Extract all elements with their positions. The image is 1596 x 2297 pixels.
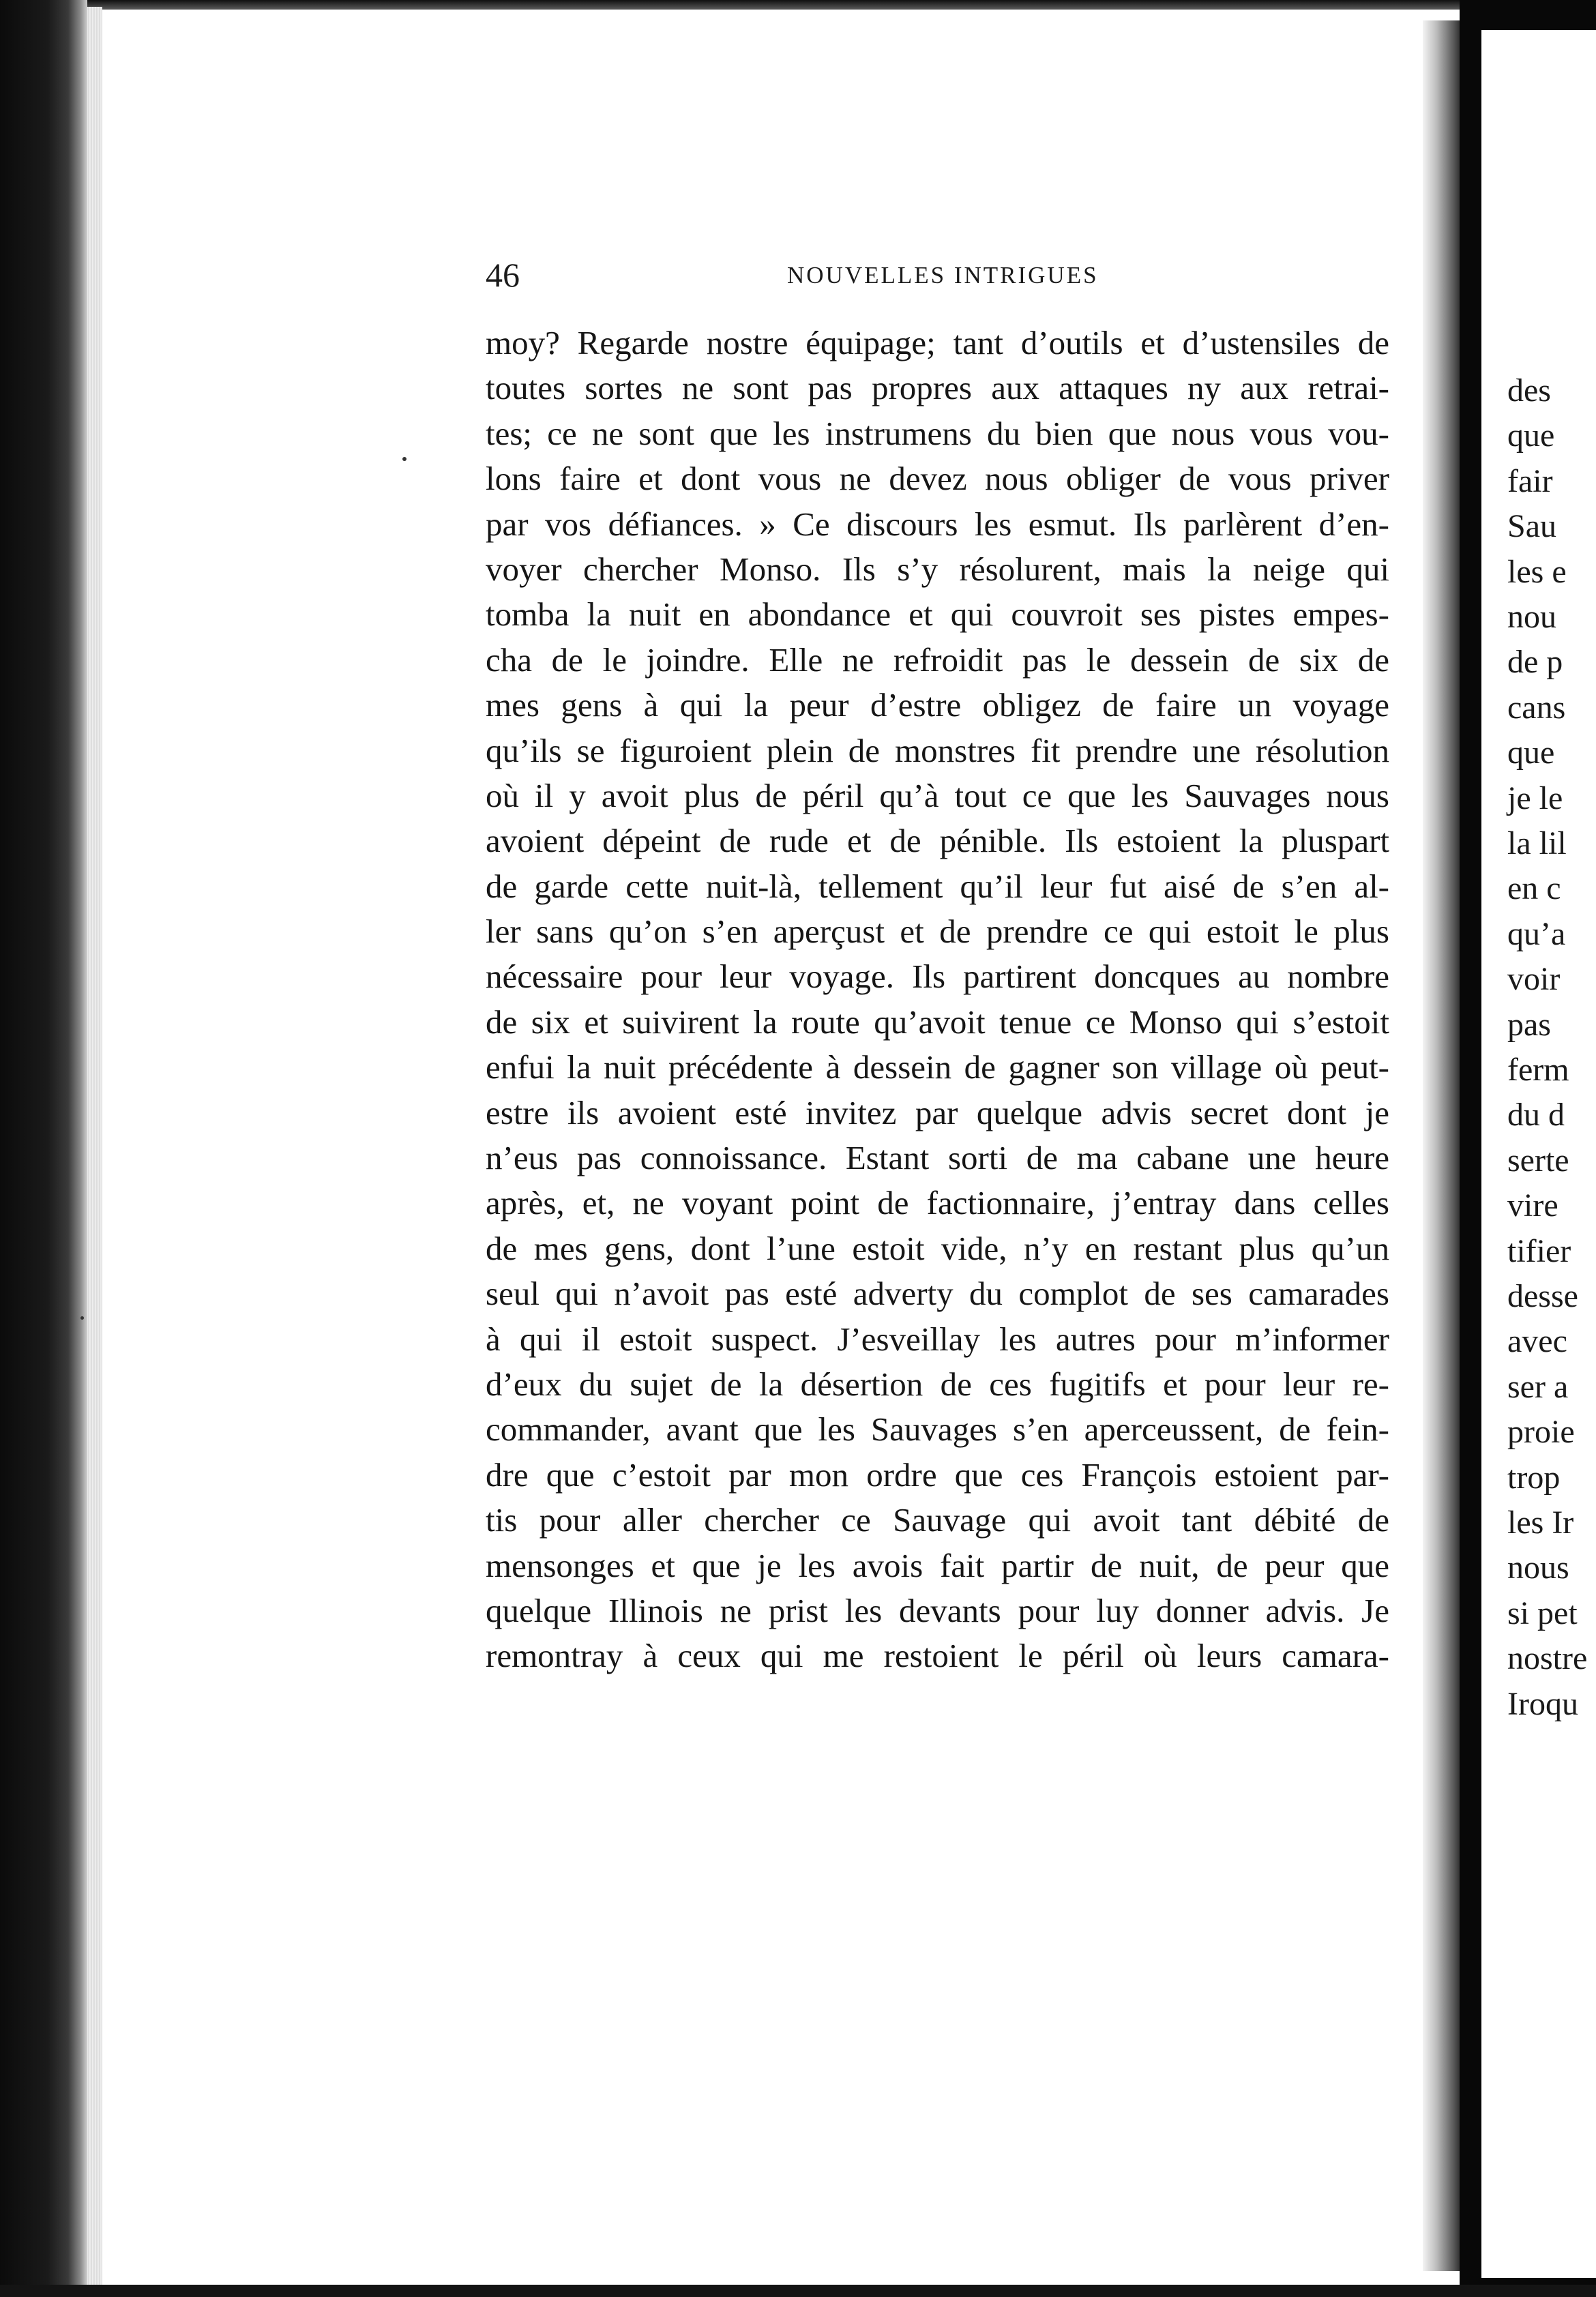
- facing-line: voir: [1507, 961, 1561, 997]
- facing-line: du d: [1507, 1097, 1565, 1133]
- text-line: estre ils avoient esté invitez par quelque advis secret dont je: [486, 1093, 1389, 1131]
- text-line: lons faire et dont vous ne devez nous obliger de vous priver: [486, 460, 1389, 498]
- text-line: nécessaire pour leur voyage. Ils partirent doncques au nombre: [486, 958, 1389, 996]
- text-line: enfui la nuit précédente à dessein de gagner son village où peut-: [486, 1048, 1389, 1086]
- text-line: mensonges et que je les avois fait partir de nuit, de peur que: [486, 1546, 1389, 1584]
- facing-line: ferm: [1507, 1052, 1569, 1088]
- text-line: ler sans qu’on s’en aperçust et de prendre ce qui estoit le plus: [486, 913, 1389, 951]
- facing-line: cans: [1507, 690, 1566, 726]
- text-line: d’eux du sujet de la désertion de ces fugitifs et pour leur re-: [486, 1365, 1389, 1403]
- facing-line: nous: [1507, 1550, 1569, 1586]
- text-line: toutes sortes ne sont pas propres aux attaques ny aux retrai-: [486, 369, 1389, 407]
- facing-line: les Ir: [1507, 1505, 1574, 1541]
- text-line: remontray à ceux qui me restoient le péril où leurs camara-: [486, 1637, 1389, 1675]
- facing-line: pas: [1507, 1007, 1551, 1043]
- facing-line: en c: [1507, 870, 1561, 906]
- facing-line: proie: [1507, 1414, 1575, 1450]
- text-line: de six et suivirent la route qu’avoit tenue ce Monso qui s’estoit: [486, 1003, 1389, 1041]
- text-line: après, et, ne voyant point de factionnaire, j’entray dans celles: [486, 1184, 1389, 1222]
- facing-line: de p: [1507, 644, 1563, 680]
- text-line: de mes gens, dont l’une estoit vide, n’y en restant plus qu’un: [486, 1229, 1389, 1267]
- text-line: commander, avant que les Sauvages s’en aperceussent, de fein-: [486, 1410, 1389, 1449]
- facing-line: nostre: [1507, 1640, 1588, 1676]
- facing-line: Iroqu: [1507, 1686, 1578, 1722]
- text-line: de garde cette nuit-là, tellement qu’il leur fut aisé de s’en al-: [486, 867, 1389, 905]
- text-line: où il y avoit plus de péril qu’à tout ce que les Sauvages nous: [486, 776, 1389, 814]
- facing-line: nou: [1507, 599, 1556, 635]
- facing-line: avec: [1507, 1323, 1567, 1359]
- text-line: moy? Regarde nostre équipage; tant d’outils et d’ustensiles de: [486, 324, 1389, 361]
- text-line: qu’ils se figuroient plein de monstres fit prendre une résolution: [486, 731, 1389, 769]
- facing-line: si pet: [1507, 1595, 1578, 1631]
- text-line: avoient dépeint de rude et de pénible. Ils estoient la pluspart: [486, 822, 1389, 860]
- text-line: mes gens à qui la peur d’estre obligez de faire un voyage: [486, 686, 1389, 724]
- facing-line: tifier: [1507, 1233, 1571, 1269]
- facing-line: des: [1507, 372, 1551, 409]
- ink-speck: [80, 1316, 84, 1320]
- text-line: n’eus pas connoissance. Estant sorti de ma cabane une heure: [486, 1139, 1389, 1177]
- spine-shadow: [1423, 20, 1464, 2271]
- text-line: tomba la nuit en abondance et qui couvroit ses pistes empes-: [486, 595, 1389, 634]
- facing-line: qu’a: [1507, 916, 1566, 952]
- body-text: [486, 321, 1389, 1679]
- running-title: NOUVELLES INTRIGUES: [787, 262, 1099, 288]
- facing-line: je le: [1507, 780, 1563, 816]
- facing-line: serte: [1507, 1142, 1569, 1179]
- facing-line: desse: [1507, 1278, 1578, 1314]
- text-line: tis pour aller chercher ce Sauvage qui avoit tant débité de: [486, 1501, 1389, 1539]
- text-line: par vos défiances. » Ce discours les esmut. Ils parlèrent d’en-: [486, 505, 1389, 543]
- facing-line: la lil: [1507, 825, 1567, 861]
- ink-speck: [402, 457, 407, 461]
- facing-line: Sau: [1507, 508, 1556, 544]
- facing-line: que: [1507, 417, 1555, 454]
- page-number: 46: [486, 256, 520, 294]
- text-line: quelque Illinois ne prist les devants pour luy donner advis. Je: [486, 1591, 1389, 1629]
- text-line: voyer chercher Monso. Ils s’y résolurent, mais la neige qui: [486, 550, 1389, 588]
- facing-line: que: [1507, 735, 1555, 771]
- facing-line: vire: [1507, 1187, 1558, 1224]
- facing-line: ser a: [1507, 1369, 1569, 1405]
- text-line: cha de le joindre. Elle ne refroidit pas le dessein de six de: [486, 640, 1389, 679]
- page-header: [486, 255, 1386, 296]
- facing-line: fair: [1507, 463, 1553, 499]
- facing-line: trop: [1507, 1459, 1561, 1496]
- book-binding-left: [0, 0, 87, 2297]
- scan-bottom-edge: [0, 2285, 1596, 2297]
- facing-line: les e: [1507, 554, 1567, 590]
- text-line: dre que c’estoit par mon ordre que ces François estoient par-: [486, 1455, 1389, 1494]
- page-edges: [87, 7, 102, 2285]
- facing-page: [1481, 30, 1596, 2278]
- text-line: tes; ce ne sont que les instrumens du bien que nous vous vou-: [486, 414, 1389, 452]
- text-line: seul qui n’avoit pas esté adverty du complot de ses camarades: [486, 1275, 1389, 1313]
- text-line: à qui il estoit suspect. J’esveillay les autres pour m’informer: [486, 1320, 1389, 1358]
- scan-top-edge: [0, 0, 1596, 10]
